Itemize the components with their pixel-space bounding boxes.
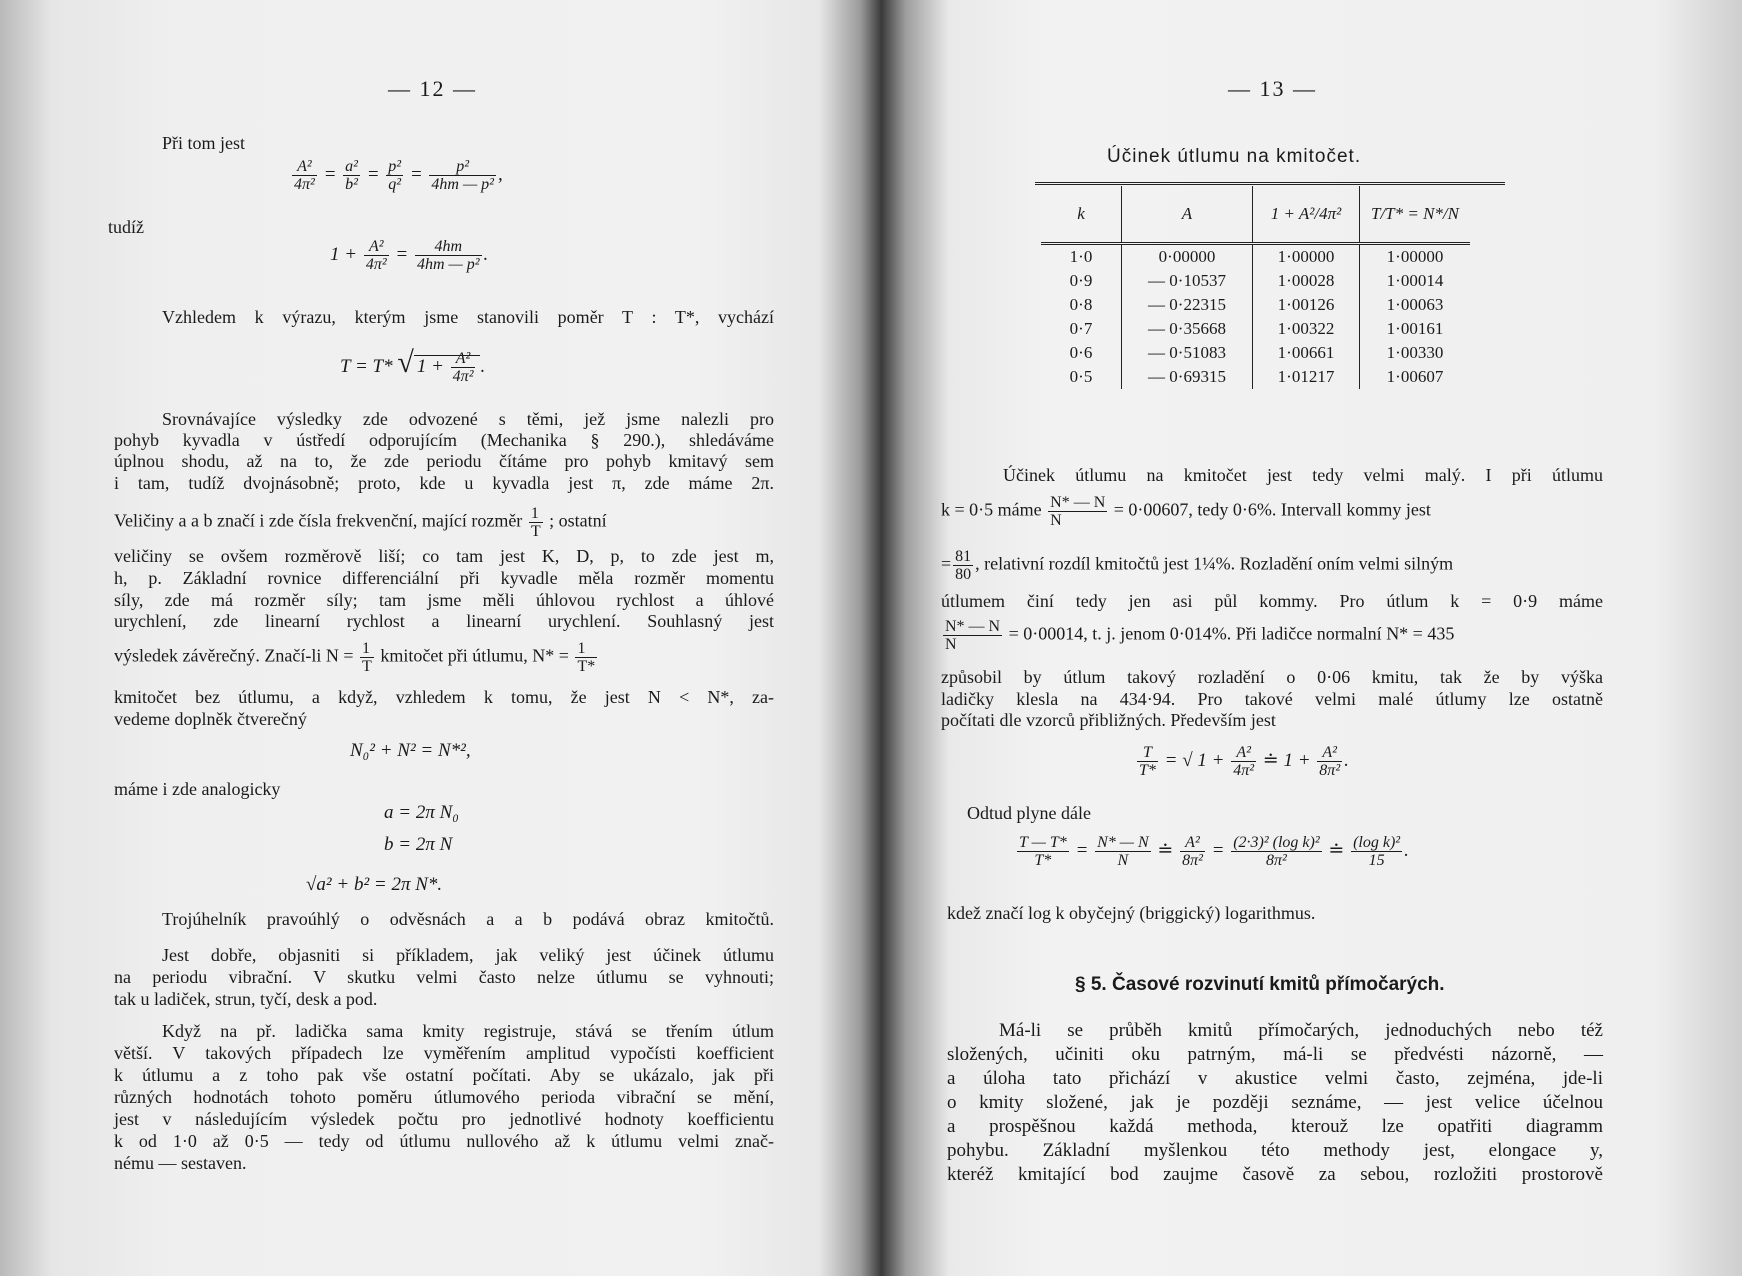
table-cell: 0·9 [1069,271,1093,290]
left-page [0,0,860,1276]
table-cell: 0·8 [1069,295,1093,314]
text-line: jest v následujícím výsledek počtu pro jednotlivé hodnoty koefficientu [114,1109,774,1129]
table-cell: 1·00330 [1360,341,1471,365]
text-line: nému — sestaven. [114,1153,247,1173]
text-line: útlumem činí tedy jen asi půl kommy. Pro útlum k = 0·9 máme [941,591,1603,611]
table-cell: — 0·51083 [1122,341,1253,365]
page-number: — 13 — [1228,76,1317,101]
table-cell: 1·01217 [1253,365,1360,389]
table-cell: 1·00014 [1360,269,1471,293]
table-cell: 1·00607 [1360,365,1471,389]
table-body [1041,244,1470,390]
table-row [1041,244,1470,270]
table-cell: 1·00322 [1253,317,1360,341]
table-cell: — 0·69315 [1122,365,1253,389]
table-title: Účinek útlumu na kmitočet. [1107,146,1362,167]
text-line: Odtud plyne dále [967,803,1091,823]
text-line: $\frac{N* — N}{N}$ = 0·00014, t. j. jenom 0·014%. Při ladičce normalní N* = 435 [945,618,1455,653]
text-line: tak u ladiček, strun, tyčí, desk a pod. [114,989,378,1009]
text-line: způsobil by útlum takový rozladění o 0·06 kmitu, tak že by výška [941,667,1603,687]
table-cell: 1·00000 [1360,244,1471,270]
text-line: Jest dobře, objasniti si příkladem, jak veliký jest účinek útlumu [162,945,774,965]
text-line: k = 0·5 máme $\frac{N* — N}{N}$ = 0·00607, tedy 0·6%. Intervall kommy jest [941,494,1431,529]
text-line: h, p. Základní rovnice differenciální při kyvadle měla rozměr momentu [114,568,774,588]
table-cell: — 0·35668 [1122,317,1253,341]
text-line: pohyb kyvadla v ústředí odporujícím (Mechanika § 290.), shledáváme [114,430,774,450]
text-line: různých hodnotách tohoto poměru útlumového perioda vibrační se mění, [114,1087,774,1107]
formula-approx: $\frac{T}{T*}$ = √ 1 + $\frac{\text{A²}}{\text{4π²}}$ ≐ 1 + $\frac{\text{A²}}{\text{8π²}}$ . [1139,744,1349,779]
text-line: síly, zde má rozměr síly; tam jsme měli úhlovou rychlost a úhlové [114,590,774,610]
text-line: Má-li se průběh kmitů přímočarých, jednoduchých nebo též [999,1020,1603,1041]
col-header-ratio: T/T* = N*/N [1360,186,1471,244]
text-line: větší. V takových případech lze vyměřením amplitud vypočísti koefficient [114,1043,774,1063]
table-cell: — 0·10537 [1122,269,1253,293]
section-heading: § 5. Časové rozvinutí kmitů přímočarých. [1075,974,1445,995]
text-line: Když na př. ladička sama kmity registruje, stává se třením útlum [162,1021,774,1041]
table-row [1041,317,1470,341]
text-line: Vzhledem k výrazu, kterým jsme stanovili poměr T : T*, vychází [162,307,774,327]
col-header-k: k [1041,186,1122,244]
table-cell: 1·00126 [1253,293,1360,317]
text-line: a prospěšnou každá methoda, kterouž lze opatřiti diagramm [947,1116,1603,1137]
text-line: urychlení, zde linearní rychlost a linearní urychlení. Souhlasný jest [114,611,774,631]
text-line: úplnou shodu, až na to, že zde periodu čítáme pro pohyb kmitavý sem [114,451,774,471]
text-line: Srovnávajíce výsledky zde odvozené s těmi, jež jsme nalezli pro [162,409,774,429]
text-line: veličiny se ovšem rozměrově liší; co tam jest K, D, p, to zde jest m, [114,546,774,566]
table-cell: 0·6 [1069,343,1093,362]
text-line: vedeme doplněk čtverečný [114,709,307,729]
table-row [1041,269,1470,293]
formula-6: b = 2π N [384,834,453,855]
text-line: máme i zde analogicky [114,779,281,799]
text-line: tudíž [108,217,144,237]
formula-7: √a² + b² = 2π N*. [306,874,443,895]
table-cell: 1·00161 [1360,317,1471,341]
col-header-factor: 1 + A²/4π² [1253,186,1360,244]
text-line: Veličiny a a b značí i zde čísla frekvenční, mající rozměr $\frac{1}{T}$ ; ostatní [114,505,607,540]
text-line: = $\frac{81}{80}$ , relativní rozdíl kmitočtů jest 1¼%. Rozladění oním velmi silným [941,548,1454,583]
table-cell: 1·00028 [1253,269,1360,293]
text-line: složených, učiniti oku patrným, má-li se předvésti názorně, — [947,1044,1603,1065]
damping-table [1041,186,1470,389]
formula-4: N₀² + N² = N*², [350,740,471,761]
table-rule [1035,182,1505,185]
text-line: a úloha tato přichází v akustice velmi často, zejména, jde-li [947,1068,1603,1089]
table-row [1041,341,1470,365]
text-line: ladičky klesla na 434·94. Pro takové velmi malé útlumy lze ostatně [941,689,1603,709]
text-line: kdež značí log k obyčejný (briggický) logarithmus. [947,903,1316,923]
right-page [875,0,1742,1276]
table-row [1041,365,1470,389]
formula-log: $\frac{T — T*}{T*}$ = $\frac{N* — N}{N}$ ≐ $\frac{\text{A²}}{\text{8π²}}$ = $\frac{\text{(2·3)² (log k)²}}{\text{8π²}}$ ≐ $\frac{\text{(log k)²}}{15}$ . [1019,834,1409,869]
text-line: Účinek útlumu na kmitočet jest tedy velmi malý. I při útlumu [1003,465,1603,485]
table-cell: 1·00063 [1360,293,1471,317]
text-line: i tam, tudíž dvojnásobně; proto, kde u kyvadla jest π, zde máme 2π. [114,473,774,493]
formula-3: T = T* √ 1 + $\frac{\text{A²}}{\text{4π²}}$ . [340,346,486,386]
formula-2: 1 + $\frac{\text{A²}}{\text{4π²}}$ = $\frac{4hm}{\text{4hm — p²}}$ . [330,238,489,273]
text-line: počítati dle vzorců přibližných. Především jest [941,710,1276,730]
table-header-row [1041,186,1470,244]
table-cell: 0·7 [1069,319,1093,338]
table-cell: 1·00000 [1253,244,1360,270]
table-cell: — 0·22315 [1122,293,1253,317]
table-row [1041,293,1470,317]
col-header-a: A [1122,186,1253,244]
table-cell: 0·00000 [1122,244,1253,270]
page-number: — 12 — [388,76,477,101]
text-line: pohybu. Základní myšlenkou této methody jest, elongace y, [947,1140,1603,1161]
table-cell: 1·0 [1069,247,1093,266]
formula-1: $\frac{\text{A²}}{\text{4π²}}$ = $\frac{\text{a²}}{\text{b²}}$ = $\frac{\text{p²}}{\text{q²}}$ = $\frac{\text{p²}}{\text{4hm — p²}}$ , [294,158,503,193]
table-cell: 1·00661 [1253,341,1360,365]
formula-5: a = 2π N₀ [384,802,459,823]
table-cell: 0·5 [1069,367,1093,386]
text-line: výsledek závěrečný. Značí-li N = $\frac{1}{T}$ kmitočet při útlumu, N* = $\frac{1}{T*}$ [114,640,596,675]
text-line: na periodu vibrační. V skutku velmi často nelze útlumu se vyhnouti; [114,967,774,987]
text-line: kteréž kmitající bod zaujme časově za sebou, rozložiti prostorově [947,1164,1603,1185]
text-line: k od 1·0 až 0·5 — tedy od útlumu nullového až k útlumu velmi znač- [114,1131,774,1151]
text-line: Při tom jest [162,133,246,153]
text-line: Trojúhelník pravoúhlý o odvěsnách a a b podává obraz kmitočtů. [162,909,774,929]
text-line: k útlumu a z toho pak vše ostatní počítati. Aby se ukázalo, jak při [114,1065,774,1085]
text-line: o kmity složené, jak je později seznáme, — jest velice účelnou [947,1092,1603,1113]
text-line: kmitočet bez útlumu, a když, vzhledem k tomu, že jest N < N*, za- [114,687,774,707]
